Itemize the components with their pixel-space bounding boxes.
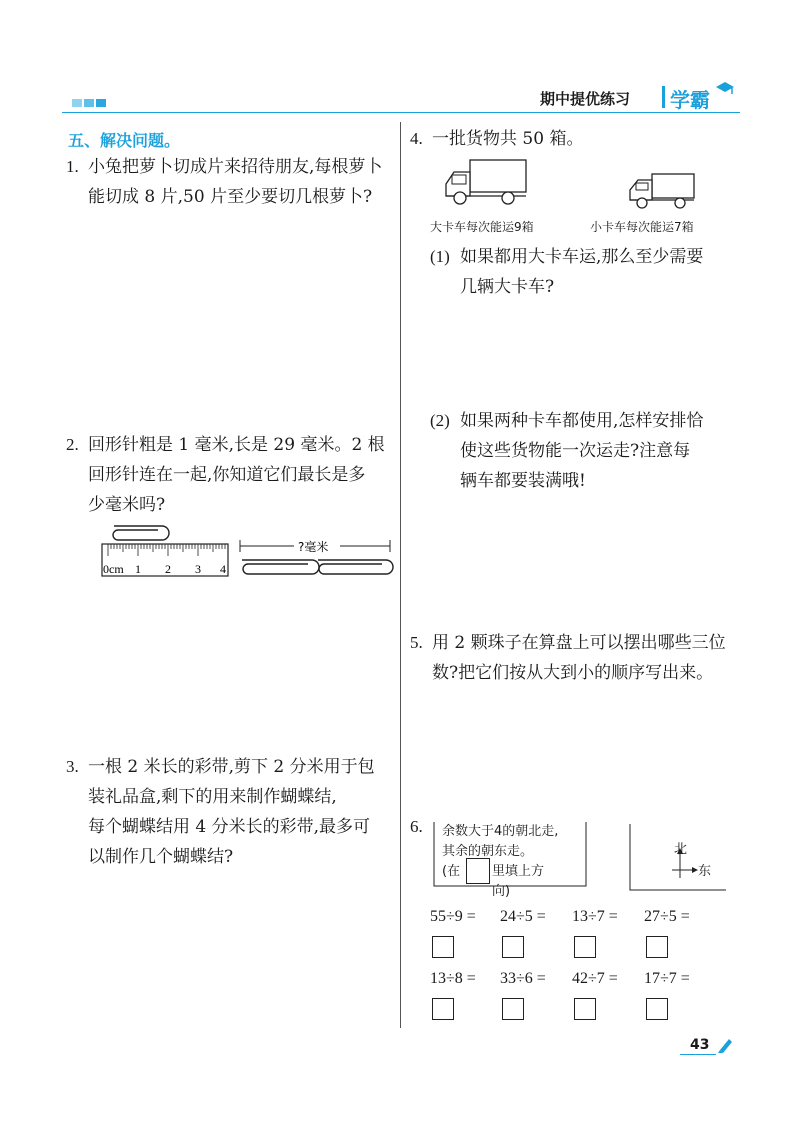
- unknown-length-label: ?毫米: [298, 540, 329, 554]
- division-expression: 13÷8 =: [430, 970, 476, 987]
- division-expression: 27÷5 =: [644, 908, 690, 925]
- direction-answer-box[interactable]: [502, 936, 524, 958]
- question-number: 3.: [66, 757, 79, 776]
- paperclip-icon: [242, 560, 319, 574]
- direction-answer-box[interactable]: [432, 998, 454, 1020]
- east-label: 东: [698, 864, 712, 879]
- column-divider: [400, 122, 401, 1028]
- direction-answer-box[interactable]: [646, 998, 668, 1020]
- question-number: 1.: [66, 157, 79, 176]
- question-text-line: 用 2 颗珠子在算盘上可以摆出哪些三位: [432, 633, 726, 653]
- division-expression: 17÷7 =: [644, 970, 690, 987]
- question-text-line: 辆车都要装满哦!: [460, 471, 586, 491]
- question-text-line: 每个蝴蝶结用 4 分米长的彩带,最多可: [88, 817, 371, 837]
- direction-answer-box[interactable]: [574, 998, 596, 1020]
- ruler-label: 3: [195, 562, 201, 576]
- header-title: 期中提优练习: [540, 90, 631, 108]
- direction-answer-box[interactable]: [646, 936, 668, 958]
- small-truck-caption: 小卡车每次能运7箱: [590, 220, 694, 234]
- paperclip-icon: [318, 560, 393, 574]
- division-expression: 42÷7 =: [572, 970, 618, 987]
- question-number: 5.: [410, 633, 423, 652]
- ruler-label: 2: [165, 562, 171, 576]
- rule-line: 其余的朝东走。: [442, 844, 534, 859]
- sub-question-number: (2): [430, 411, 450, 430]
- question-text-line: 数?把它们按从大到小的顺序写出来。: [432, 663, 714, 683]
- compass-panel: [628, 822, 728, 894]
- header-rule: [62, 112, 740, 113]
- ruler-label: 4: [220, 562, 226, 576]
- question-number: 4.: [410, 129, 423, 148]
- question-text-line: 装礼品盒,剩下的用来制作蝴蝶结,: [88, 787, 337, 807]
- direction-answer-box[interactable]: [502, 998, 524, 1020]
- paperclip-icon: [113, 526, 169, 540]
- ruler-illustration: [100, 520, 232, 580]
- question-text-line: 使这些货物能一次运走?注意每: [460, 441, 691, 461]
- question-text-line: 小兔把萝卜切成片来招待朋友,每根萝卜: [88, 157, 383, 177]
- direction-answer-box[interactable]: [432, 936, 454, 958]
- direction-answer-box[interactable]: [574, 936, 596, 958]
- question-number: 6.: [410, 817, 423, 836]
- question-text-line: 一批货物共 50 箱。: [432, 129, 584, 149]
- question-text-line: 几辆大卡车?: [460, 277, 555, 297]
- rule-text: [442, 822, 559, 899]
- question-text-line: 回形针粗是 1 毫米,长是 29 毫米。2 根: [88, 435, 385, 455]
- sub-question-number: (1): [430, 247, 450, 266]
- question-text-line: 一根 2 米长的彩带,剪下 2 分米用于包: [88, 757, 375, 777]
- question-number: 2.: [66, 435, 79, 454]
- mortarboard-icon: [714, 80, 736, 96]
- page-number: 43: [690, 1037, 710, 1053]
- header-decoration: [72, 92, 108, 111]
- small-truck-icon: [626, 172, 698, 210]
- question-text-line: 如果两种卡车都使用,怎样安排恰: [460, 411, 704, 431]
- rule-line: (在: [442, 864, 461, 879]
- question-text-line: 少毫米吗?: [88, 495, 166, 515]
- section-title: 五、解决问题。: [68, 131, 181, 150]
- division-expression: 24÷5 =: [500, 908, 546, 925]
- ruler-label: 1: [135, 562, 141, 576]
- linked-paperclips-illustration: [236, 538, 394, 580]
- header-brand-logo: 学霸: [670, 88, 710, 112]
- question-text-line: 回形针连在一起,你知道它们最长是多: [88, 465, 366, 485]
- division-expression: 13÷7 =: [572, 908, 618, 925]
- example-box: [466, 858, 490, 884]
- big-truck-icon: [440, 158, 530, 206]
- division-expression: 33÷6 =: [500, 970, 546, 987]
- rule-line: 余数大于4的朝北走,: [442, 824, 559, 839]
- pencil-icon: [716, 1036, 734, 1054]
- division-expression: 55÷9 =: [430, 908, 476, 925]
- ruler-label: 0cm: [103, 562, 124, 576]
- question-text-line: 能切成 8 片,50 片至少要切几根萝卜?: [88, 187, 373, 207]
- question-text-line: 以制作几个蝴蝶结?: [88, 847, 234, 867]
- header-divider: [662, 86, 665, 108]
- big-truck-caption: 大卡车每次能运9箱: [430, 220, 534, 234]
- north-label: 北: [674, 842, 688, 857]
- page-number-rule: [680, 1054, 716, 1055]
- rule-line: 里填上方向): [492, 864, 545, 899]
- question-text-line: 如果都用大卡车运,那么至少需要: [460, 247, 704, 267]
